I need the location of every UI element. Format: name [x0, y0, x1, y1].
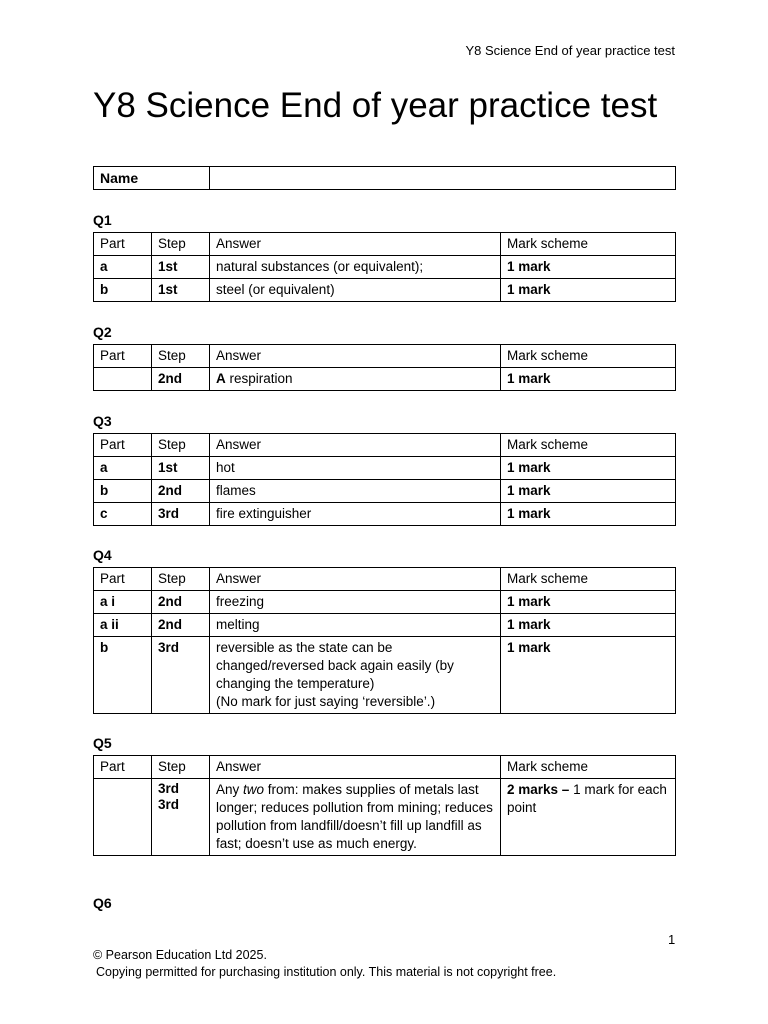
- running-header: Y8 Science End of year practice test: [465, 43, 675, 58]
- header-answer: Answer: [210, 756, 501, 779]
- table-row: [94, 591, 676, 614]
- step-cell: 3rd: [152, 503, 210, 526]
- answer-emphasis: two: [243, 782, 265, 797]
- table-row: [94, 637, 676, 714]
- header-part: Part: [94, 756, 152, 779]
- name-label: Name: [94, 167, 210, 190]
- answer-note: (No mark for just saying ‘reversible’.): [216, 694, 436, 709]
- part-cell: a i: [94, 591, 152, 614]
- mark-cell: 1 mark: [501, 503, 676, 526]
- header-step: Step: [152, 434, 210, 457]
- table-row: [94, 503, 676, 526]
- part-cell: [94, 368, 152, 391]
- header-step: Step: [152, 345, 210, 368]
- header-step: Step: [152, 756, 210, 779]
- answer-prefix: Any: [216, 782, 244, 797]
- mark-cell: 1 mark: [501, 591, 676, 614]
- name-field[interactable]: [210, 167, 676, 190]
- answer-text: from: makes supplies of metals last longer; reduces pollution from mining; reduces pollution from landfill/doesn’t fill up landfill as fast; doesn’t use as much energy.: [216, 782, 493, 851]
- table-row: [94, 368, 676, 391]
- table-row: [94, 614, 676, 637]
- mark-cell: [501, 779, 676, 856]
- answer-cell: steel (or equivalent): [210, 279, 501, 302]
- step-cell: 2nd: [152, 480, 210, 503]
- mark-cell: 1 mark: [501, 614, 676, 637]
- header-mark-scheme: Mark scheme: [501, 434, 676, 457]
- part-cell: c: [94, 503, 152, 526]
- header-step: Step: [152, 233, 210, 256]
- mark-table-q1: [93, 232, 676, 302]
- header-mark-scheme: Mark scheme: [501, 233, 676, 256]
- question-label-q1: Q1: [93, 212, 112, 228]
- table-row: [94, 779, 676, 856]
- table-header-row: [94, 345, 676, 368]
- question-label-q3: Q3: [93, 413, 112, 429]
- mark-cell: 1 mark: [501, 368, 676, 391]
- answer-cell: [210, 368, 501, 391]
- table-row: [94, 480, 676, 503]
- mark-cell: 1 mark: [501, 637, 676, 714]
- page-number: 1: [668, 932, 676, 947]
- footer-copyright: © Pearson Education Ltd 2025.: [93, 948, 267, 962]
- header-answer: Answer: [210, 345, 501, 368]
- table-row: [94, 256, 676, 279]
- answer-cell: [210, 637, 501, 714]
- part-cell: b: [94, 637, 152, 714]
- part-cell: a ii: [94, 614, 152, 637]
- table-header-row: [94, 756, 676, 779]
- header-part: Part: [94, 434, 152, 457]
- answer-cell: fire extinguisher: [210, 503, 501, 526]
- header-mark-scheme: Mark scheme: [501, 756, 676, 779]
- mark-cell: 1 mark: [501, 480, 676, 503]
- answer-cell: flames: [210, 480, 501, 503]
- question-label-q4: Q4: [93, 547, 112, 563]
- table-header-row: [94, 568, 676, 591]
- mark-table-q2: [93, 344, 676, 391]
- part-cell: b: [94, 480, 152, 503]
- mark-cell: 1 mark: [501, 279, 676, 302]
- answer-cell: melting: [210, 614, 501, 637]
- header-mark-scheme: Mark scheme: [501, 568, 676, 591]
- part-cell: b: [94, 279, 152, 302]
- answer-cell: freezing: [210, 591, 501, 614]
- mark-detail: 1 mark for each point: [507, 782, 667, 815]
- step-cell: 1st: [152, 279, 210, 302]
- header-mark-scheme: Mark scheme: [501, 345, 676, 368]
- part-cell: a: [94, 457, 152, 480]
- name-table: [93, 166, 676, 190]
- step-cell: 2nd: [152, 368, 210, 391]
- step-cell: 1st: [152, 256, 210, 279]
- answer-text: reversible as the state can be changed/reversed back again easily (by changing the temperature): [216, 640, 454, 691]
- part-cell: a: [94, 256, 152, 279]
- header-answer: Answer: [210, 568, 501, 591]
- step-cell: 1st: [152, 457, 210, 480]
- table-header-row: [94, 233, 676, 256]
- header-part: Part: [94, 345, 152, 368]
- answer-text: respiration: [225, 371, 293, 386]
- page-title: Y8 Science End of year practice test: [93, 86, 658, 125]
- answer-cell: hot: [210, 457, 501, 480]
- question-label-q6: Q6: [93, 895, 112, 911]
- step-cell: 3rd: [152, 637, 210, 714]
- table-row: [94, 457, 676, 480]
- mark-cell: 1 mark: [501, 457, 676, 480]
- mark-table-q3: [93, 433, 676, 526]
- part-cell: [94, 779, 152, 856]
- step-value: 3rd: [158, 797, 180, 812]
- header-answer: Answer: [210, 233, 501, 256]
- header-step: Step: [152, 568, 210, 591]
- step-cell: 2nd: [152, 614, 210, 637]
- header-part: Part: [94, 233, 152, 256]
- table-header-row: [94, 434, 676, 457]
- answer-option-letter: A: [216, 371, 226, 386]
- answer-cell: natural substances (or equivalent);: [210, 256, 501, 279]
- header-part: Part: [94, 568, 152, 591]
- answer-cell: [210, 779, 501, 856]
- mark-total: 2 marks –: [507, 782, 570, 797]
- mark-table-q4: [93, 567, 676, 714]
- mark-cell: 1 mark: [501, 256, 676, 279]
- question-label-q2: Q2: [93, 324, 112, 340]
- step-cell: 2nd: [152, 591, 210, 614]
- table-row: [94, 279, 676, 302]
- footer-note: Copying permitted for purchasing institution only. This material is not copyright free.: [96, 965, 557, 979]
- header-answer: Answer: [210, 434, 501, 457]
- question-label-q5: Q5: [93, 735, 112, 751]
- step-cell: [152, 779, 210, 856]
- mark-table-q5: [93, 755, 676, 856]
- step-value: 3rd: [158, 781, 180, 796]
